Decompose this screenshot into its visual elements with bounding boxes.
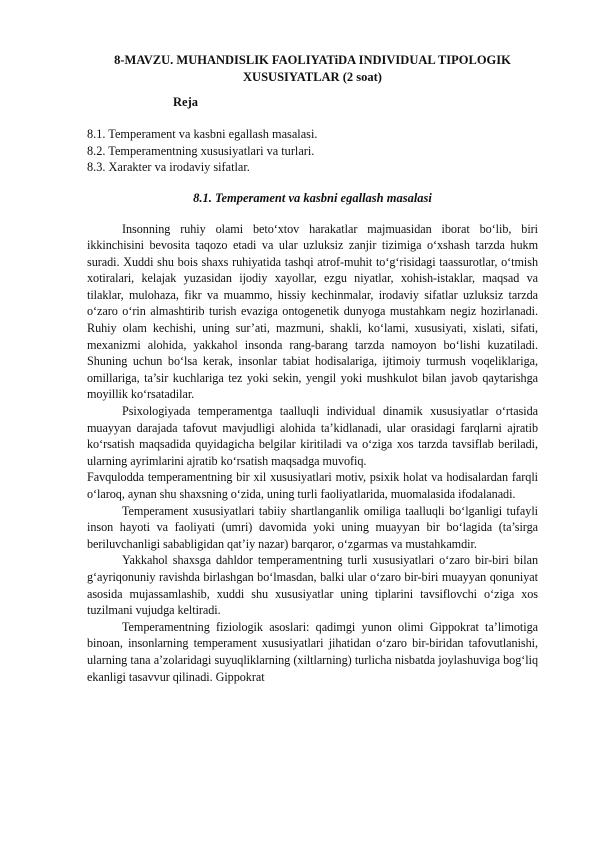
plan-list: [87, 126, 538, 176]
title-line-1: 8-MAVZU. MUHANDISLIK FAOLIYATiDA INDIVIDUAL TIPOLOGIK: [114, 53, 511, 67]
section-heading: 8.1. Temperament va kasbni egallash masalasi: [193, 190, 432, 205]
title-line-2: XUSUSIYATLAR (2 soat): [243, 70, 382, 84]
plan-item: 8.2. Temperamentning xususiyatlari va turlari.: [87, 143, 315, 158]
plan-item: 8.1. Temperament va kasbni egallash masalasi.: [87, 127, 318, 141]
body-paragraph: Temperamentning fiziologik asoslari: qadimgi yunon olimi Gippokrat ta’limotiga binoan, insonlarning temperament xususiyatlari jihatidan o‘zaro bir-biridan tafovutlanishi, ularning tana a’zolaridagi suyuqliklarning (xiltlarning) turlicha nisbatda joylashuviga bog‘liq ekanligi tasavvur qilinadi. Gippokrat: [87, 619, 538, 684]
plan-item: 8.3. Xarakter va irodaviy sifatlar.: [87, 160, 250, 174]
body-paragraph: Psixologiyada temperamentga taalluqli individual dinamik xususiyatlar o‘rtasida muayyan darajada tafovut mavjudligi alohida ta’kidlanadi, ular orasidagi farqlarni ajratib ko‘rsatish maqsadida quyidagicha belgilar kiritiladi va o‘ziga xos tarzda tavsiflab beriladi, ularning ayrimlarini ajratib ko‘rsatish maqsadga muvofiq.: [87, 404, 538, 468]
plan-heading: Reja: [173, 95, 198, 109]
document-title: [87, 52, 538, 86]
body-paragraph: Favqulodda temperamentning bir xil xususiyatlari motiv, psixik holat va hodisalardan farqli o‘laroq, aynan shu shaxsning o‘zida, uning turli faoliyatlarida, muomalasida ifodalanadi.: [87, 470, 538, 501]
body-paragraph: Temperament xususiyatlari tabiiy shartlanganlik omiliga taalluqli bo‘lganligi tufayli inson hayoti va faoliyati (umri) davomida yoki uning muayyan bir bo‘lagida (ta’sirga beriluvchanligi sababligidan qat’iy nazar) barqaror, o‘zgarmas va mustahkamdir.: [87, 503, 538, 551]
body-paragraph: Yakkahol shaxsga dahldor temperamentning turli xususiyatlari o‘zaro bir-biri bilan g‘ayriqonuniy ravishda birlashgan bo‘lmasdan, balki ular o‘zaro bir-biri muayyan qonuniyat asosida mujassamlashib, xuddi shu xususiyatlar uning tiplarini tavsiflovchi o‘ziga xos tuzilmani vujudga keltiradi.: [87, 553, 538, 618]
body-paragraph: Insonning ruhiy olami beto‘xtov harakatlar majmuasidan iborat bo‘lib, biri ikkinchisini bevosita taqozo etadi va ular uzluksiz zanjir tizimiga o‘xshash tarzda hukm suradi. Xuddi shu bois shaxs ruhiyatida tashqi atrof-muhit to‘g‘risidagi taassurotlar, o‘tmish xotiralari, kelajak yuzasidan ijodiy xayollar, ezgu niyatlar, xohish-istaklar, maqsad va tilaklar, mulohaza, fikr va muammo, hissiy kechinmalar, irodaviy sifatlar uzluksiz tarzda o‘zaro o‘rin almashtirib turish evaziga ontogenetik dunyoga mustahkam negiz hozirlanadi. Ruhiy olam kechishi, uning sur’ati, mazmuni, shakli, ko‘lami, xususiyati, xislati, sifati, mexanizmi alohida, yakkahol insonda rang-barang tarzda namoyon bo‘lishi kuzatiladi. Shuning uchun bo‘lsa kerak, insonlar tabiat hodisalariga, ijtimoiy turmush voqeliklariga, omillariga, ta’sir kuchlariga tez yoki sekin, yengil yoki mushkulot bilan javob qaytarishga moyillik ko‘rsatadilar.: [87, 221, 538, 402]
